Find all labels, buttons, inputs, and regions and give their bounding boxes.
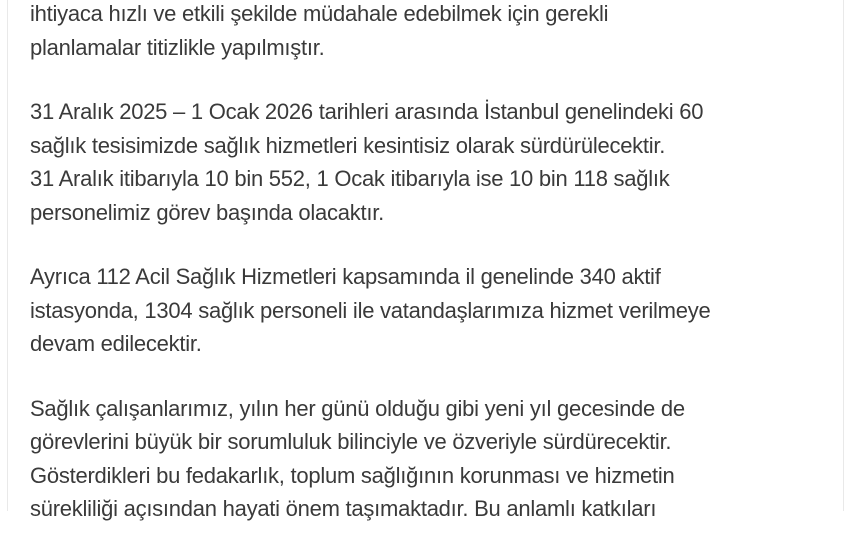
paragraph-facility-staff-numbers xyxy=(30,95,830,229)
article-line: personelimiz görev başında olacaktır. xyxy=(30,199,384,225)
paragraph-health-workers-dedication xyxy=(30,392,830,526)
page-edge-left-divider xyxy=(7,0,8,511)
paragraph-intro xyxy=(30,0,830,64)
article-line: planlamalar titizlikle yapılmıştır. xyxy=(30,34,325,60)
page-edge-right-divider xyxy=(843,0,844,511)
article-line: Ayrıca 112 Acil Sağlık Hizmetleri kapsamında il genelinde 340 aktif xyxy=(30,264,661,289)
article-line: Sağlık çalışanlarımız, yılın her günü olduğu gibi yeni yıl gecesinde de xyxy=(30,395,685,421)
article-line: sürekliliği açısından hayati önem taşımaktadır. Bu anlamlı katkıları xyxy=(30,496,657,521)
article-line: 31 Aralık itibarıyla 10 bin 552, 1 Ocak itibarıyla ise 10 bin 118 sağlık xyxy=(30,166,670,191)
article-line: devam edilecektir. xyxy=(30,331,202,356)
article-line: ihtiyaca hızlı ve etkili şekilde müdahale edebilmek için gerekli xyxy=(30,1,609,26)
article-line: 31 Aralık 2025 – 1 Ocak 2026 tarihleri arasında İstanbul genelindeki 60 xyxy=(30,99,704,124)
article-line: görevlerini büyük bir sorumluluk bilinciyle ve özveriyle sürdürecektir. xyxy=(30,429,672,454)
article-line: Gösterdikleri bu fedakarlık, toplum sağlığının korunması ve hizmetin xyxy=(30,462,675,488)
article-body xyxy=(30,0,830,557)
article-line: istasyonda, 1304 sağlık personeli ile vatandaşlarımıza hizmet verilmeye xyxy=(30,297,711,323)
paragraph-emergency-services xyxy=(30,260,830,361)
article-line: sağlık tesisimizde sağlık hizmetleri kesintisiz olarak sürdürülecektir. xyxy=(30,132,666,158)
